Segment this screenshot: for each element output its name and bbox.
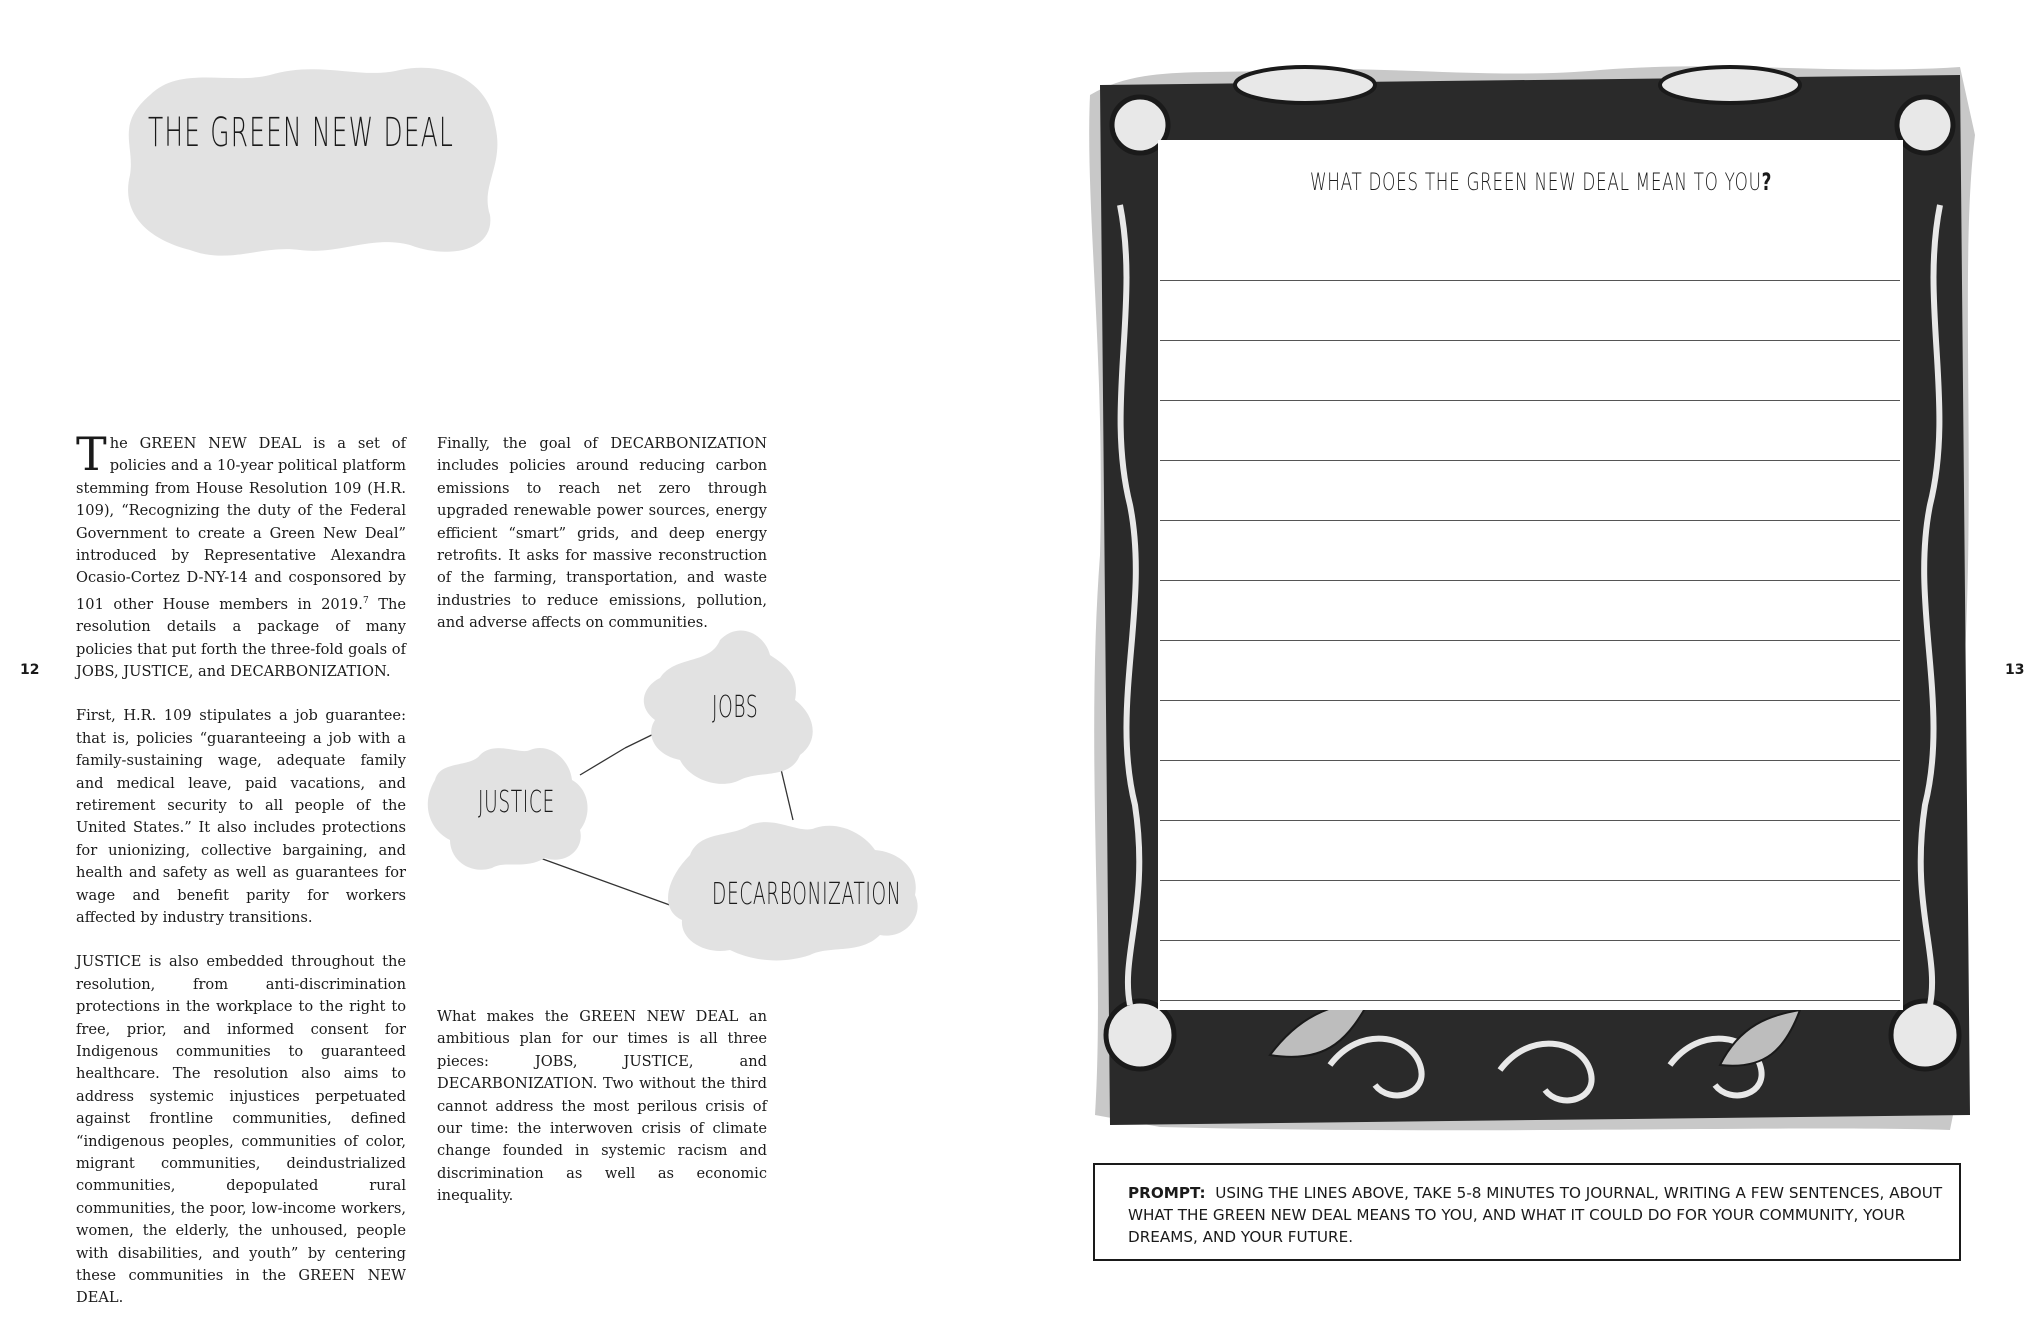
diagram-label-decarbonization: DECARBONIZATION <box>712 877 902 912</box>
journal-line[interactable] <box>1160 460 1900 461</box>
footnote-ref: 7 <box>362 595 369 606</box>
paragraph-decarbonization: Finally, the goal of DECARBONIZATION includes policies around reducing carbon emissions to reach net zero through upgraded renewable power sources, energy efficient “smart” grids, and deep energy retrofits. It asks for massive reconstruction of the farming, transportation, and waste industries to reduce emissions, pollution, and adverse affects on communities. <box>437 435 767 632</box>
paragraph-conclusion: What makes the GREEN NEW DEAL an ambitious plan for our times is all three pieces: JOBS, JUSTICE, and DECARBONIZATION. Two without the third cannot address the most perilous crisis of our time: the interwoven crisis of climate change founded in systemic racism and discrimination as well as economic inequality. <box>437 1008 767 1205</box>
drop-cap: T <box>76 427 107 481</box>
paragraph-intro: The GREEN NEW DEAL is a set of policies and a 10-year political platform stemming from House Resolution 109 (H.R. 109), “Recognizing the duty of the Federal Government to create a Green New Deal” introduced by Representative Alexandra Ocasio-Cortez D-NY-14 and cosponsored by 101 other House members in 2019.$^7$ The resolution details a package of many policies that put forth the three-fold goals of JOBS, JUSTICE, and DECARBONIZATION. <box>76 427 406 680</box>
page-title: THE GREEN NEW DEAL <box>148 110 455 156</box>
journal-line[interactable] <box>1160 880 1900 881</box>
connector-jobs-decarbonization <box>780 765 793 820</box>
journal-line[interactable] <box>1160 1000 1900 1001</box>
page-number-right: 13 <box>2005 662 2025 678</box>
title-cloud-shape <box>110 55 510 265</box>
connector-justice-decarbonization <box>540 858 678 908</box>
diagram-label-justice: JUSTICE <box>478 785 555 820</box>
page-number-left: 12 <box>20 662 40 678</box>
journal-line[interactable] <box>1160 340 1900 341</box>
paragraph-justice: JUSTICE is also embedded throughout the resolution, from anti-discrimination protections in the workplace to the right to free, prior, and informed consent for Indigenous communities to guaranteed healthcare. The resolution also aims to address systemic injustices perpetuated against frontline communities, defined “indigenous peoples, communities of color, migrant communities, deindustrialized communities, depopulated rural communities, the poor, low-income workers, women, the elderly, the unhoused, people with disabilities, and youth” by centering these communities in the GREEN NEW DEAL. <box>76 953 406 1307</box>
journal-line[interactable] <box>1160 640 1900 641</box>
diagram-label-jobs: JOBS <box>712 690 759 725</box>
journal-question: WHAT DOES THE GREEN NEW DEAL MEAN TO YOU? <box>1310 168 1773 196</box>
journal-line[interactable] <box>1160 760 1900 761</box>
journal-line[interactable] <box>1160 820 1900 821</box>
connector-justice-jobs <box>580 748 625 775</box>
frame-top-oval-right <box>1660 67 1800 103</box>
journal-line[interactable] <box>1160 400 1900 401</box>
prompt-text: PROMPT: USING THE LINES ABOVE, TAKE 5-8 MINUTES TO JOURNAL, WRITING A FEW SENTENCES, ABOUT WHAT THE GREEN NEW DEAL MEANS TO YOU, AND WHAT IT COULD DO FOR YOUR COMMUNITY, YOUR DREAMS, AND YOUR FUTURE. <box>1128 1184 1943 1246</box>
frame-top-oval-left <box>1235 67 1375 103</box>
body-column-2-bottom <box>437 1006 767 1230</box>
journal-line[interactable] <box>1160 700 1900 701</box>
journal-line[interactable] <box>1160 520 1900 521</box>
body-column-1 <box>76 427 406 1332</box>
journal-line[interactable] <box>1160 280 1900 281</box>
journal-line[interactable] <box>1160 580 1900 581</box>
paragraph-jobs: First, H.R. 109 stipulates a job guarantee: that is, policies “guaranteeing a job with a family-sustaining wage, adequate family and medical leave, paid vacations, and retirement security to all people of the United States.” It also includes protections for unionizing, collective bargaining, and health and safety as well as guarantees for wage and benefit parity for workers affected by industry transitions. <box>76 707 406 926</box>
journal-line[interactable] <box>1160 940 1900 941</box>
